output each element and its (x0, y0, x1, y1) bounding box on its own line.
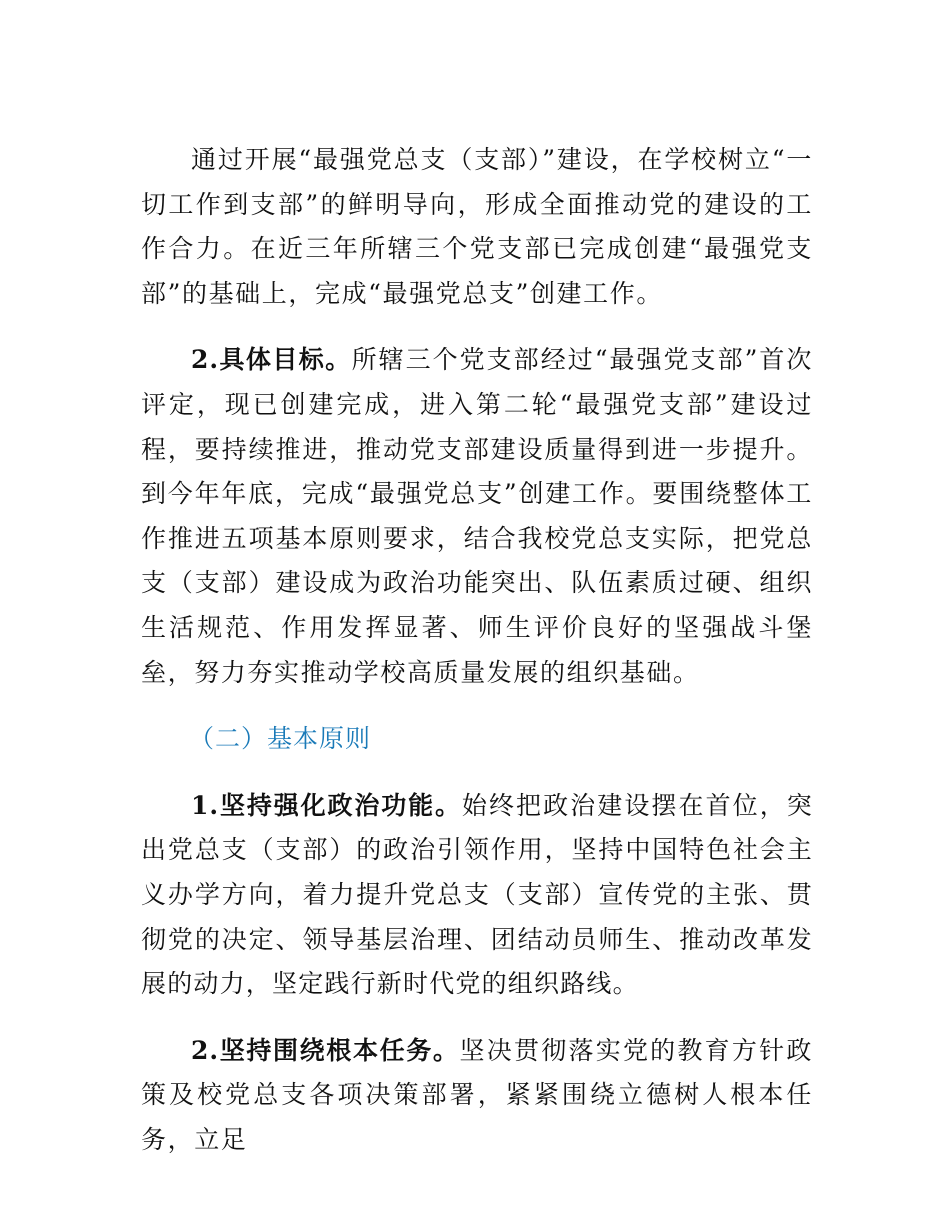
paragraph-body-fundamental-task: 坚决贯彻落实党的教育方针政策及校党总支各项决策部署，紧紧围绕立德树人根本任务，立足 (141, 1035, 813, 1154)
paragraph-lead-political-function: 1.坚持强化政治功能。 (191, 790, 462, 820)
paragraph-body-political-function: 始终把政治建设摆在首位，突出党总支（支部）的政治引领作用，坚持中国特色社会主义办学方向，着力提升党总支（支部）宣传党的主张、贯彻党的决定、领导基层治理、团结动员师生、推动改革发展的动力，坚定践行新时代党的组织路线。 (141, 790, 813, 999)
paragraph-lead-fundamental-task: 2.坚持围绕根本任务。 (191, 1035, 460, 1065)
paragraph-specific-goals (141, 338, 813, 695)
section-heading-basic-principles: （二）基本原则 (189, 724, 372, 754)
paragraph-lead-specific-goals: 2.具体目标。 (191, 345, 352, 375)
paragraph-fundamental-task (141, 1029, 813, 1163)
document-body (141, 138, 813, 1184)
paragraph-intro-text: 通过开展“最强党总支（支部）”建设，在学校树立“一切工作到支部”的鲜明导向，形成全面推动党的建设的工作合力。在近三年所辖三个党支部已完成创建“最强党支部”的基础上，完成“最强党总支”创建工作。 (141, 145, 813, 308)
paragraph-body-specific-goals: 所辖三个党支部经过“最强党支部”首次评定，现已创建完成，进入第二轮“最强党支部”建设过程，要持续推进，推动党支部建设质量得到进一步提升。到今年年底，完成“最强党总支”创建工作。要围绕整体工作推进五项基本原则要求，结合我校党总支实际，把党总支（支部）建设成为政治功能突出、队伍素质过硬、组织生活规范、作用发挥显著、师生评价良好的坚强战斗堡垒，努力夯实推动学校高质量发展的组织基础。 (141, 345, 813, 687)
paragraph-intro (141, 138, 813, 316)
paragraph-political-function (141, 784, 813, 1007)
